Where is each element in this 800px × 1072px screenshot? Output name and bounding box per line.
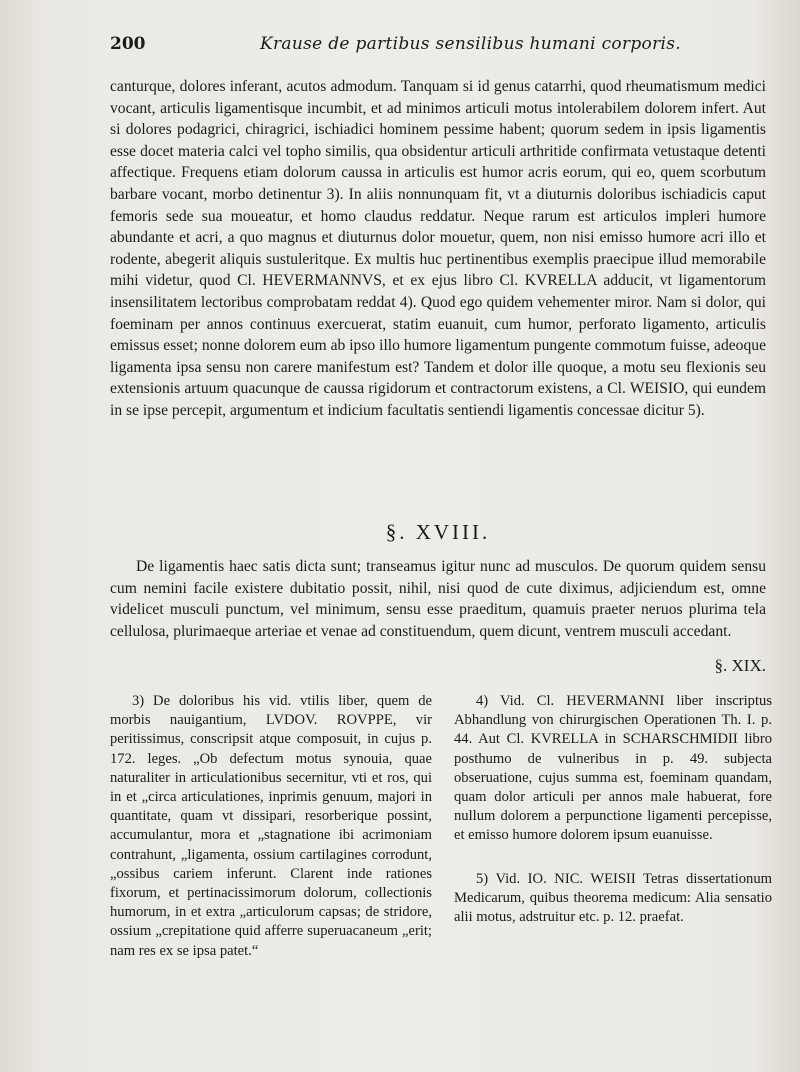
footnote-column-left <box>110 692 432 985</box>
footnotes <box>110 692 772 1022</box>
footnote-3: 3) De doloribus his vid. vtilis liber, quem de morbis nauigantium, LVDOV. ROVPPE, vir peritissimus, conscripsit atque composuit, in cujus p. 172. leges. „Ob defectum motus synouia, quae naturaliter in articulationibus secernitur, vti et ros, qui in et „circa articulationes, inprimis genuum, majori in quantitate, quam vt dissipari, resorberique possint, accumulantur, mora et „stagnatione ibi acrimoniam contrahunt, „ligamenta, ossium cartilagines corrodunt, „ossibus cariem inferunt. Clarent inde rationes fixorum, et pertinacissimorum dolorum, collectionis humorum, in et extra „articulorum capsas; de stridore, ossium „crepitatione quid afferre superuacaneum „erit; nam res ex se ipsa patet.“ <box>110 693 432 959</box>
paragraph-text: De ligamentis haec satis dicta sunt; transeamus igitur nunc ad musculos. De quorum quidem sensu cum nemini facile existere dubitatio possit, nihil, nisi quod de cute diximus, adjiciendum est, omne videlicet musculi punctum, vel minimum, sensu esse praeditum, quamuis praeter neruos plurima tela cellulosa, plurimaeque arteriae et venae ad constituendum, quem dicunt, ventrem musculi accedant. <box>110 558 766 640</box>
body-paragraph-1 <box>110 76 766 422</box>
footnote-4: 4) Vid. Cl. HEVERMANNI liber inscriptus Abhandlung von chirurgischen Operationen Th. I. p. 44. Aut Cl. KVRELLA in SCHARSCHMIDII libro posthumo de vulneribus in p. 49. subjecta obseruatione, cujus summa est, foeminam quandam, quam dolor articuli per annos male habuerat, fore nullum dolorem a perpunctione ligamenti percepisse, et emisso humore dolorem ipsum euanuisse. <box>454 693 772 844</box>
footnote-5: 5) Vid. IO. NIC. WEISII Tetras dissertationum Medicarum, quibus theorema medicum: Alia sensatio alii motus, adstruitur etc. p. 12. praefat. <box>454 870 772 926</box>
running-title: Krause de partibus sensilibus humani corporis. <box>260 34 681 54</box>
body-paragraph-2 <box>110 556 766 642</box>
page-number: 200 <box>110 34 146 54</box>
page-header <box>110 34 770 58</box>
paragraph-text: canturque, dolores inferant, acutos admodum. Tanquam si id genus catarrhi, quod rheumatismum medici vocant, articulis ligamentisque incumbit, et ad minimos articuli motus intolerabilem dolorem infert. Aut si dolores podagrici, chiragrici, ischiadici hominem pessime habent; quorum sedem in ipsis ligamentis esse docet materia calci vel topho similis, qua obsidentur articuli arthritide confirmata vetustaque detenti affectique. Frequens etiam dolorum caussa in articulis est humor acris eorum, qui eo, quem scorbutum barbare vocant, morbo detinentur 3). In aliis nonnunquam fit, vt a diuturnis doloribus ischiadicis caput femoris sede sua moueatur, et homo claudus reddatur. Neque rarum est articulos impleri humore abundante et acri, a quo magnus et diuturnus dolor mouetur, quem, non nisi emisso humore acri illo et rodente, abegerit aliquis sustuleritque. Ex multis huc pertinentibus exemplis praecipue illud memorabile mihi videtur, quod Cl. HEVERMANNVS, et ex ejus libro Cl. KVRELLA adducit, vt ligamentorum insensilitatem lectoribus comprobatam reddat 4). Quod ego quidem vehementer miror. Nam si dolor, qui foeminam per annos continuus exercuerat, statim euanuit, cum humor, perforato ligamento, articulis emissus esset; nonne dolorem eum ab ipso illo humore ligamentum pungente commotum fuisse, adeoque ligamenta ipsa sensu non carere manifestum est? Tandem et dolor ille quoque, a motu seu flexionis seu extensionis artuum quacunque de caussa rigidorum et contractorum existens, a Cl. WEISIO, qui eundem in se ipse percepit, argumentum et indicium facultatis sentiendi ligamentis concessae dicitur 5). <box>110 78 766 419</box>
section-heading: §. XVIII. <box>385 520 491 544</box>
footnote-column-right <box>454 692 772 951</box>
catchword: §. XIX. <box>714 656 766 675</box>
